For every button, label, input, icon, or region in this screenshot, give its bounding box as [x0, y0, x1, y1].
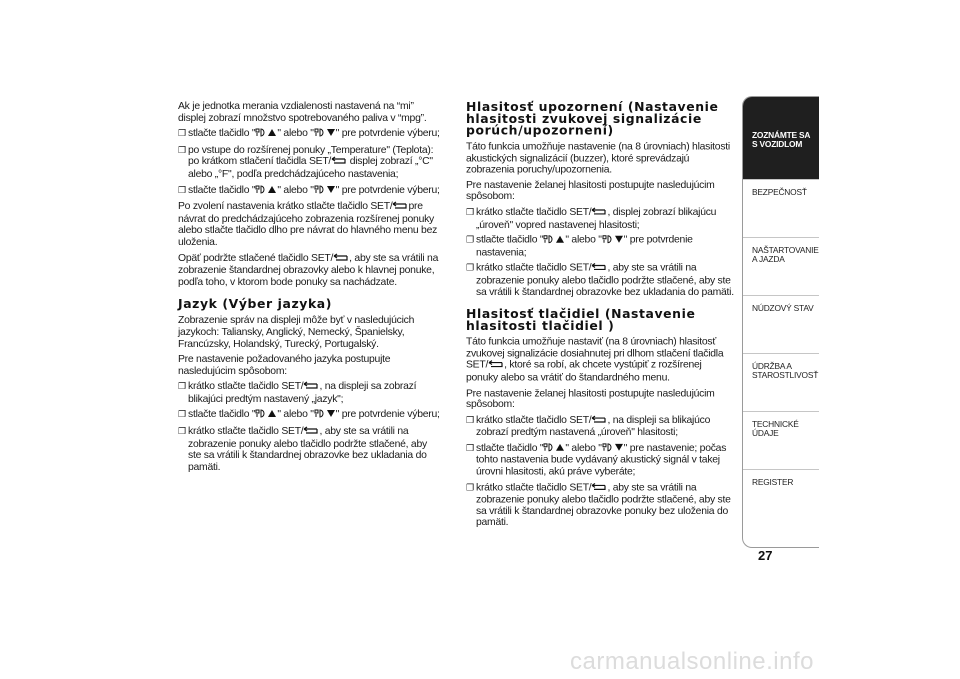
- intro-paragraph: Ak je jednotka merania vzdialenosti nastavená na “mi” displej zobrazí množstvo spotrebovaného paliva v “mpg”.: [178, 101, 427, 124]
- light-up-arrow-icon: [255, 128, 277, 141]
- list-item: ❒ po vstupe do rozšírenej ponuky „Temperature" (Teplota): po krátkom stlačení tlačidla SET/ displej zobrazí „°C" alebo „°F", podľa predchádzajúceho nastavenia;: [178, 145, 440, 181]
- right-column: [466, 101, 734, 533]
- tab-nastartovanie-a-jazda[interactable]: NAŠTARTOVANIE A JAZDA: [743, 237, 819, 295]
- set-return-icon: [591, 482, 607, 494]
- list-item: ❒ stlačte tlačidlo " " alebo " " pre nastavenie; počas tohto nastavenia bude vydávaný akustický signál v takej úrovni hlasitosti, akú práve vyberáte;: [466, 443, 734, 478]
- left-column: [178, 101, 440, 477]
- tab-register[interactable]: REGISTER: [743, 469, 819, 527]
- list-item: ❒ stlačte tlačidlo " " alebo " " pre potvrdenie výberu;: [178, 128, 440, 141]
- paragraph: Táto funkcia umožňuje nastavenie (na 8 úrovniach) hlasitosti akustických signalizácií (buzzer), ktoré sprevádzajú zobrazenia poruchy/upozornenia.: [466, 141, 730, 176]
- tab-bezpecnost[interactable]: BEZPEČNOSŤ: [743, 179, 819, 237]
- paragraph: Po zvolení nastavenia krátko stlačte tlačidlo SET/ pre návrat do predchádzajúceho zobrazenia rozšírenej ponuky alebo stlačte tlačidlo dlho pre návrat do hlavného menu bez uloženia.: [178, 201, 438, 248]
- tab-udrzba-a-starostlivost[interactable]: ÚDRŽBA A STAROSTLIVOSŤ: [743, 353, 819, 411]
- page-number: 27: [758, 548, 773, 563]
- paragraph: Zobrazenie správ na displeji môže byť v nasledujúcich jazykoch: Taliansky, Anglický, Nemecký, Španielsky, Francúzsky, Holandský, Turecký, Portugalský.: [178, 315, 415, 350]
- list-item: ❒ krátko stlačte tlačidlo SET/ , aby ste sa vrátili na zobrazenie ponuky alebo tlačidlo podržte stlačené, aby ste sa vrátili k štandardnej obrazovke ponuky bez uloženia do pamäti.: [466, 482, 734, 529]
- light-down-arrow-icon: [314, 128, 336, 141]
- set-return-icon: [591, 415, 607, 427]
- section-heading: Hlasitosť upozornení (Nastavenie hlasitosti zvukovej signalizácie porúch/upozornení): [466, 99, 719, 138]
- chapter-tabs: [742, 96, 819, 548]
- light-down-arrow-icon: [314, 409, 336, 422]
- tab-zoznamte-sa-s-vozidlom[interactable]: ZOZNÁMTE SA S VOZIDLOM: [743, 97, 819, 179]
- list-item: ❒ krátko stlačte tlačidlo SET/ , aby ste sa vrátili na zobrazenie ponuky alebo tlačidlo podržte stlačené, aby ste sa vrátili k štandardnej obrazovke bez ukladania do pamäti.: [178, 426, 440, 473]
- light-down-arrow-icon: [602, 443, 624, 455]
- paragraph: Pre nastavenie želanej hlasitosti postupujte nasledujúcim spôsobom:: [466, 387, 715, 411]
- set-return-icon: [392, 201, 408, 214]
- watermark: carmanualsonline.info: [570, 648, 814, 675]
- tab-technicke-udaje[interactable]: TECHNICKÉ ÚDAJE: [743, 411, 819, 469]
- light-up-arrow-icon: [543, 235, 565, 247]
- set-return-icon: [331, 156, 347, 169]
- paragraph: Pre nastavenie želanej hlasitosti postupujte nasledujúcim spôsobom:: [466, 180, 715, 203]
- light-up-arrow-icon: [255, 185, 277, 198]
- set-return-icon: [591, 263, 607, 275]
- list-item: ❒ krátko stlačte tlačidlo SET/ , na displeji sa zobrazí blikajúci predtým nastavený „jazyk";: [178, 381, 440, 405]
- light-down-arrow-icon: [314, 185, 336, 198]
- light-down-arrow-icon: [602, 235, 624, 247]
- section-heading: Jazyk (Výber jazyka): [178, 296, 333, 312]
- light-up-arrow-icon: [543, 443, 565, 455]
- list-item: ❒ krátko stlačte tlačidlo SET/ , na displeji sa blikajúco zobrazí predtým nastavená „úroveň" hlasitosti;: [466, 415, 734, 439]
- list-item: ❒ stlačte tlačidlo " " alebo " " pre potvrdenie nastavenia;: [466, 235, 734, 259]
- set-return-icon: [333, 253, 349, 266]
- list-item: ❒ stlačte tlačidlo " " alebo " " pre potvrdenie výberu;: [178, 409, 440, 422]
- set-return-icon: [488, 360, 504, 372]
- set-return-icon: [591, 207, 607, 219]
- tab-nudzovy-stav[interactable]: NÚDZOVÝ STAV: [743, 295, 819, 353]
- list-item: ❒ krátko stlačte tlačidlo SET/ , displej zobrazí blikajúcu „úroveň" vopred nastavenej hlasitosti;: [466, 207, 734, 231]
- list-item: ❒ krátko stlačte tlačidlo SET/ , aby ste sa vrátili na zobrazenie ponuky alebo tlačidlo podržte stlačené, aby ste sa vrátili k štandardnej obrazovke bez ukladania do pamäti.: [466, 263, 734, 298]
- paragraph: Táto funkcia umožňuje nastaviť (na 8 úrovniach) hlasitosť zvukovej signalizácie dosiahnutej pri dlhom stlačení tlačidla SET/ , ktoré sa robí, ak chcete vystúpiť z rozšírenej ponuky alebo sa vrátiť do štandardného menu.: [466, 336, 724, 384]
- set-return-icon: [303, 381, 319, 394]
- section-heading: Hlasitosť tlačidiel (Nastavenie hlasitosti tlačidiel ): [466, 306, 696, 333]
- list-item: ❒ stlačte tlačidlo " " alebo " " pre potvrdenie výberu;: [178, 185, 440, 198]
- paragraph: Pre nastavenie požadovaného jazyka postupujte nasledujúcim spôsobom:: [178, 354, 391, 377]
- set-return-icon: [303, 426, 319, 439]
- paragraph: Opäť podržte stlačené tlačidlo SET/ , aby ste sa vrátili na zobrazenie štandardnej obrazovky alebo k hlavnej ponuke, podľa toho, v ktorom bode ponuky sa nachádzate.: [178, 252, 439, 288]
- light-up-arrow-icon: [255, 409, 277, 422]
